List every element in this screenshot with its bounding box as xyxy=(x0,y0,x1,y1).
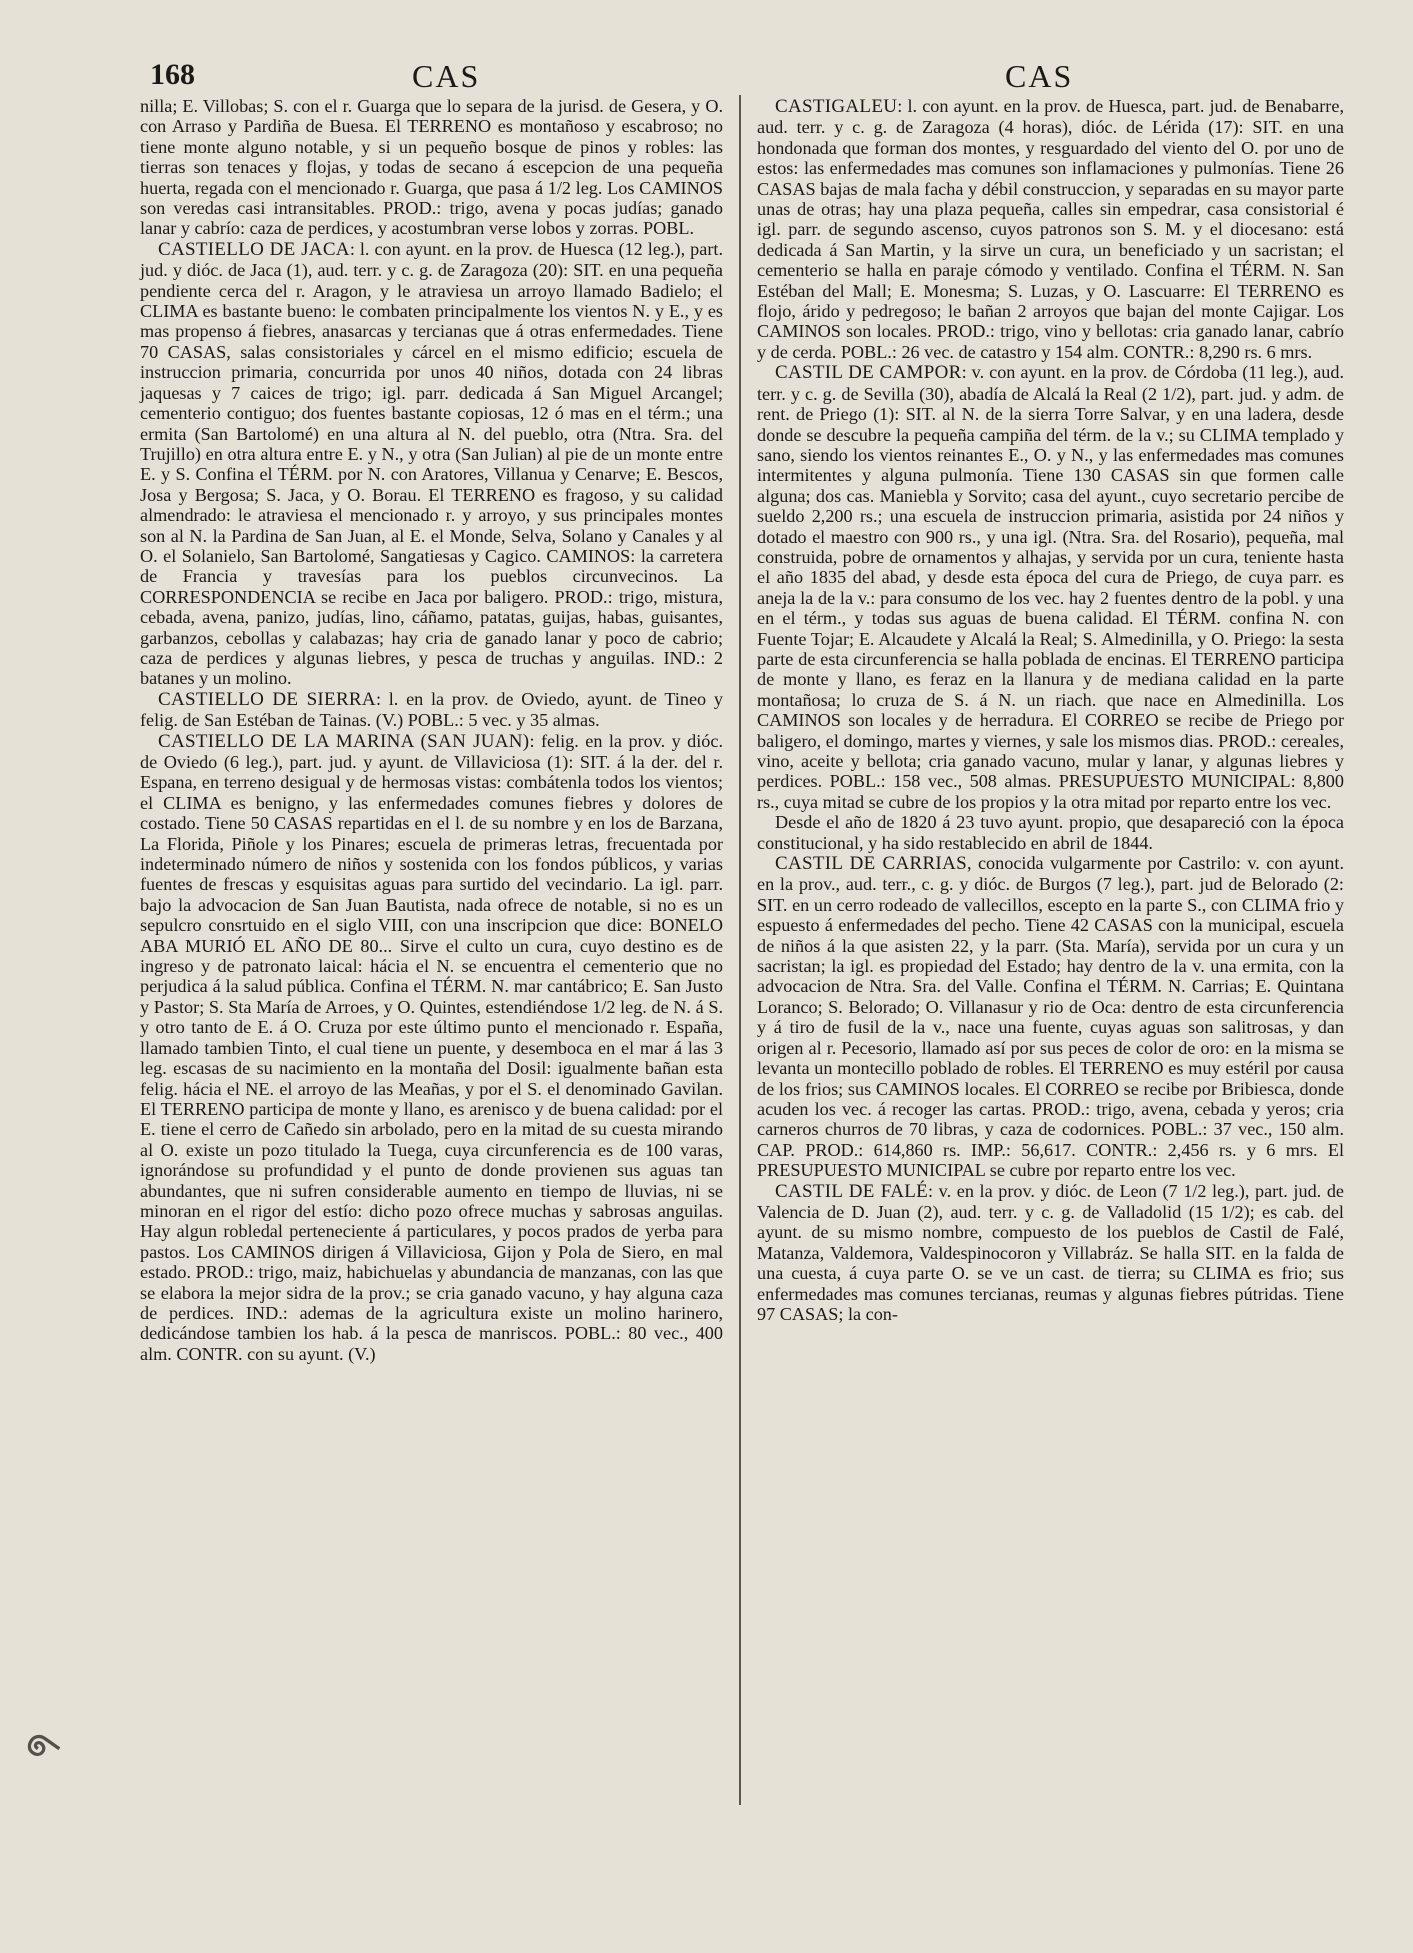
entry-castil-de-carrias xyxy=(757,853,1344,1181)
entry-text: : v. en la prov. y dióc. de Leon (7 1/2 leg.), part. jud. de Valencia de D. Juan (2), aud. terr. y c. g. de Valladolid (15 1/2); es cab. del ayunt. de su mismo nombre, compuesto de los pueblos de Castil de Falé, Matanza, Valdemora, Valdespinocoron y Villabráz. Se halla SIT. en la falda de una cuesta, á cuya parte O. se ve un cast. de tierra; su CLIMA es frio; sus enfermedades mas comunes tercianas, reumas y algunas fiebres pútridas. Tiene 97 CASAS; la con- xyxy=(757,1180,1344,1324)
entry-castiello-de-la-marina xyxy=(140,731,723,1365)
entry-headword: CASTIELLO DE LA MARINA (SAN JUAN) xyxy=(158,730,530,752)
entry-headword: CASTIL DE CARRIAS xyxy=(775,853,967,875)
handwritten-margin-mark: ᖗ xyxy=(17,1725,69,1772)
left-running-title: CAS xyxy=(412,58,481,94)
right-running-title: CAS xyxy=(1005,58,1074,94)
entry-text: Desde el año de 1820 á 23 tuvo ayunt. propio, que desapareció con la época constitucional, y ha sido restablecido en abril de 1844. xyxy=(757,812,1344,853)
entry-headword: CASTIELLO DE SIERRA xyxy=(158,688,376,710)
entry-text: : felig. en la prov. y dióc. de Oviedo (6 leg.), part. jud. y ayunt. de Villaviciosa (1): SIT. á la der. del r. Espana, en terreno desigual y de hermosas vistas: combátenla todos los vientos; el CLIMA es benigno, y las enfermedades comunes fiebres y dolores de costado. Tiene 50 CASAS repartidas en el l. de su nombre y en los de Barzana, La Florida, Piñole y los Pinares; escuela de primeras letras, frecuentada por indeterminado número de niños y sostenida con los fondos públicos, y varias fuentes de frescas y esquisitas aguas para surtido del vecindario. La igl. parr. bajo la advocacion de San Juan Bautista, nada ofrece de notable, si no es un sepulcro consrtuido en el siglo VIII, con una inscripcion que dice: BONELO ABA MURIÓ EL AÑO DE 80... Sirve el culto un cura, cuyo destino es de ingreso y de patronato laical: hácia el N. se encuentra el cementerio que no perjudica á la salud pública. Confina el TÉRM. N. mar cantábrico; E. San Justo y Pastor; S. Sta María de Arroes, y O. Quintes, estendiéndose 1/2 leg. de N. á S. y otro tanto de E. á O. Cruza por este último punto el mencionado r. España, llamado tambien Tinto, el cual tiene un puente, y desemboca en el mar á las 3 leg. escasas de su nacimiento en la montaña del Dosil: igualmente bañan esta felig. hácia el NE. el arroyo de las Meañas, y por el S. el denominado Gavilan. El TERRENO participa de monte y llano, es arenisco y de buena calidad: por el E. tiene el cerro de Cañedo sin arbolado, pero en la mitad de su cuesta mirando al O. existe un pozo titulado la Tuega, cuya circunferencia es de 100 varas, ignorándose su profundidad y el punto de donde provienen sus aguas tan abundantes, que ni sufren considerable aumento en tiempo de lluvias, ni se minoran en el rigor del estío: dicho pozo ofrece muchas y sabrosas anguilas. Hay algun robledal perteneciente á particulares, y pocos prados de yerba para pastos. Los CAMINOS dirigen á Villaviciosa, Gijon y Pola de Siero, en mal estado. PROD.: trigo, maiz, habichuelas y abundancia de manzanas, con las que se elabora la mejor sidra de la prov.; se cria ganado vacuno, y hay alguna caza de perdices. IND.: ademas de la agricultura existe un molino harinero, dedicándose tambien los hab. á la pesca de manriscos. POBL.: 80 vec., 400 alm. CONTR. con su ayunt. (V.) xyxy=(140,730,723,1364)
entry-text: : l. con ayunt. en la prov. de Huesca, part. jud. de Benabarre, aud. terr. y c. g. de Zaragoza (4 horas), dióc. de Lérida (17): SIT. en una hondonada que forman dos montes, y resguardado del viento del O. por uno de estos: las enfermedades mas comunes son inflamaciones y pulmonías. Tiene 26 CASAS bajas de mala facha y débil construccion, y separadas en su mayor parte unas de otras; hay una plaza pequeña, calles sin empedrar, casa consistorial é igl. parr. de segundo ascenso, cuyos patronos son S. M. y el diocesano: está dedicada á San Martin, y la sirve un cura, un beneficiado y un sacristan; el cementerio se halla en paraje cómodo y ventilado. Confina el TÉRM. N. San Estéban del Mall; E. Monesma; S. Luzas, y O. Lascuarre: El TERRENO es flojo, árido y pedregoso; le bañan 2 arroyos que bajan del monte Cajigar. Los CAMINOS son locales. PROD.: trigo, vino y bellotas: cria ganado lanar, cabrío y de cerda. POBL.: 26 vec. de catastro y 154 alm. CONTR.: 8,290 rs. 6 mrs. xyxy=(757,96,1344,362)
entry-castiello-de-jaca xyxy=(140,239,723,689)
entry-text: : v. con ayunt. en la prov. de Córdoba (11 leg.), aud. terr. y c. g. de Sevilla (30), abadía de Alcalá la Real (2 1/2), part. jud. y adm. de rent. de Priego (1): SIT. al N. de la sierra Torre Salvar, y en una ladera, desde donde se descubre la pequeña campiña del térm. de la v.; su CLIMA templado y sano, siendo los vientos reinantes E., O. y N., y las enfermedades mas comunes intermitentes y alguna pulmonía. Tiene 130 CASAS sin que formen calle alguna; dos cas. Manieblа y Sorvito; casa del ayunt., cuyo secretario percibe de sueldo 2,200 rs.; una escuela de instruccion primaria, asistida por 24 niños y dotado el maestro con 900 rs., y una igl. (Ntra. Sra. del Rosario), pequeña, mal construida, pobre de ornamentos y alhajas, y servida por un cura, teniente hasta el año 1835 del abad, y desde esta época del cura de Priego, de cuya parr. es aneja la de la v.: para consumo de los vec. hay 2 fuentes dentro de la pobl. y una en el térm., y todas sus aguas de buena calidad. El TÉRM. confina N. con Fuente Tojar; E. Alcaudete y Alcalá la Real; S. Almedinilla, y O. Priego: la sesta parte de esta circunferencia se halla poblada de encinas. El TERRENO participa de monte y llano, es feraz en la llanura y de mediana calidad en la parte montañosa; lo cruza de S. á N. un riach. que nace en Almedinilla. Los CAMINOS son locales y de herradura. El CORREO se recibe de Priego por baligero, el domingo, martes y viernes, y sale los mismos dias. PROD.: cereales, vino, aceite y bellota; cria ganado vacuno, mular y lanar, y algunas liebres y perdices. POBL.: 158 vec., 508 almas. PRESUPUESTO MUNICIPAL: 8,800 rs., cuya mitad se cubre de los propios y la otra mitad por reparto entre los vec. xyxy=(757,362,1344,812)
entry-headword: CASTIL DE CAMPOR xyxy=(775,362,962,384)
entry-castil-de-campor xyxy=(757,362,1344,812)
entry-castiello-de-sierra xyxy=(140,689,723,731)
entry-text: nilla; E. Villobas; S. con el r. Guarga que lo separa de la jurisd. de Gesera, y O. con Arraso y Pardiña de Buesa. El TERRENO es montañoso y escabroso; no tiene monte alguno notable, y si un pequeño bosque de pinos y robles: las tierras son tenaces y flojas, y todas de secano á escepcion de una pequeña huerta, regada con el mencionado r. Guarga, que pasa á 1/2 leg. Los CAMINOS son veredas casi intransitables. PROD.: trigo, avena y pocas judías; ganado lanar y cabrío: caza de perdices, y acostumbran verse lobos y zorras. POBL. xyxy=(140,96,723,239)
right-column xyxy=(757,96,1344,1324)
entry-note xyxy=(757,812,1344,853)
entry-castil-de-fale xyxy=(757,1181,1344,1325)
entry-headword: CASTIL DE FALÉ xyxy=(775,1180,929,1202)
left-column xyxy=(140,96,723,1364)
entry-continuation xyxy=(140,96,723,239)
entry-text: , conocida vulgarmente por Castrilo: v. con ayunt. en la prov., aud. terr., c. g. y dióc. de Burgos (7 leg.), part. jud de Belorado (2: SIT. en un cerro rodeado de vallecillos, escepto en la parte S., con CLIMA frio y espuesto á enfermedades del pecho. Tiene 42 CASAS con la municipal, escuela de niños á la que asisten 22, y la parr. (Sta. María), servida por un cura y un sacristan; la igl. es propiedad del Estado; hay dentro de la v. una ermita, con la advocacion de Ntra. Sra. del Valle. Confina el TÉRM. N. Carrias; E. Quintana Loranco; S. Belorado; O. Villanasur y rio de Oca: dentro de esta circunferencia y á tiro de fusil de la v., nace una fuente, cuyas aguas son salitrosas, y dan origen al r. Pecesorio, llamado así por sus peces de color de oro: en la misma se levanta un montecillo poblado de robles. El TERRENO es muy estéril por causa de los frios; sus CAMINOS locales. El CORREO se recibe por Bribiesca, donde acuden los vec. á recoger las cartas. PROD.: trigo, avena, cebada y yeros; cria carneros churros de 70 libras, y caza de codornices. POBL.: 37 vec., 150 alm. CAP. PROD.: 614,860 rs. IMP.: 56,617. CONTR.: 2,456 rs. y 6 mrs. El PRESUPUESTO MUNICIPAL se cubre por reparto entre los vec. xyxy=(757,853,1344,1181)
entry-castigaleu xyxy=(757,96,1344,362)
entry-headword: CASTIGALEU xyxy=(775,96,898,117)
column-divider xyxy=(739,95,741,1805)
page-number: 168 xyxy=(150,58,195,91)
entry-text: : l. en la prov. de Oviedo, ayunt. de Tineo y felig. de San Estéban de Tainas. (V.) POBL.: 5 vec. y 35 almas. xyxy=(140,688,723,731)
entry-headword: CASTIELLO DE JACA xyxy=(158,238,350,260)
entry-text: : l. con ayunt. en la prov. de Huesca (12 leg.), part. jud. y dióc. de Jaca (1), aud. terr. y c. g. de Zaragoza (20): SIT. en una pequeña pendiente cerca del r. Aragon, y le atraviesa un arroyo llamado Badielo; el CLIMA es bastante bueno: le combaten principalmente los vientos N. y E., y es mas propenso á fiebres, anasarcas y tercianas que á otras enfermedades. Tiene 70 CASAS, salas consistoriales y cárcel en el mismo edificio; escuela de instruccion primaria, concurrida por unos 40 niños, dotada con 24 libras jaquesas y 7 caices de trigo; igl. parr. dedicada á San Miguel Arcangel; cementerio contiguo; dos fuentes bastante copiosas, 12 ó mas en el térm.; una ermita (San Bartolomé) en una altura al N. del pueblo, otra (Ntra. Sra. del Trujillo) en otra altura entre E. y N., y otra (San Julian) al pie de un monte entre E. y S. Confina el TÉRM. por N. con Aratores, Villanua y Cenarve; E. Bescos, Josa y Bergosa; S. Jaca, y O. Borau. El TERRENO es fragoso, y su calidad almendrado: le atraviesa el mencionado r. y arroyo, y sus principales montes son al N. la Pardina de San Juan, al E. el Monde, Selva, Solano y Canales y al O. el Solanielo, San Bartolomé, Sangatiesas y Cagico. CAMINOS: la carretera de Francia y travesías para los pueblos circunvecinos. La CORRESPONDENCIA se recibe en Jaca por baligero. PROD.: trigo, mistura, cebada, avena, panizo, judías, lino, cáñamo, patatas, guijas, habas, guisantes, garbanzos, cebollas y calabazas; hay cria de ganado lanar y poco de cabrio; caza de perdices y algunas liebres, y pesca de truchas y anguilas. IND.: 2 batanes y un molino. xyxy=(140,238,723,689)
